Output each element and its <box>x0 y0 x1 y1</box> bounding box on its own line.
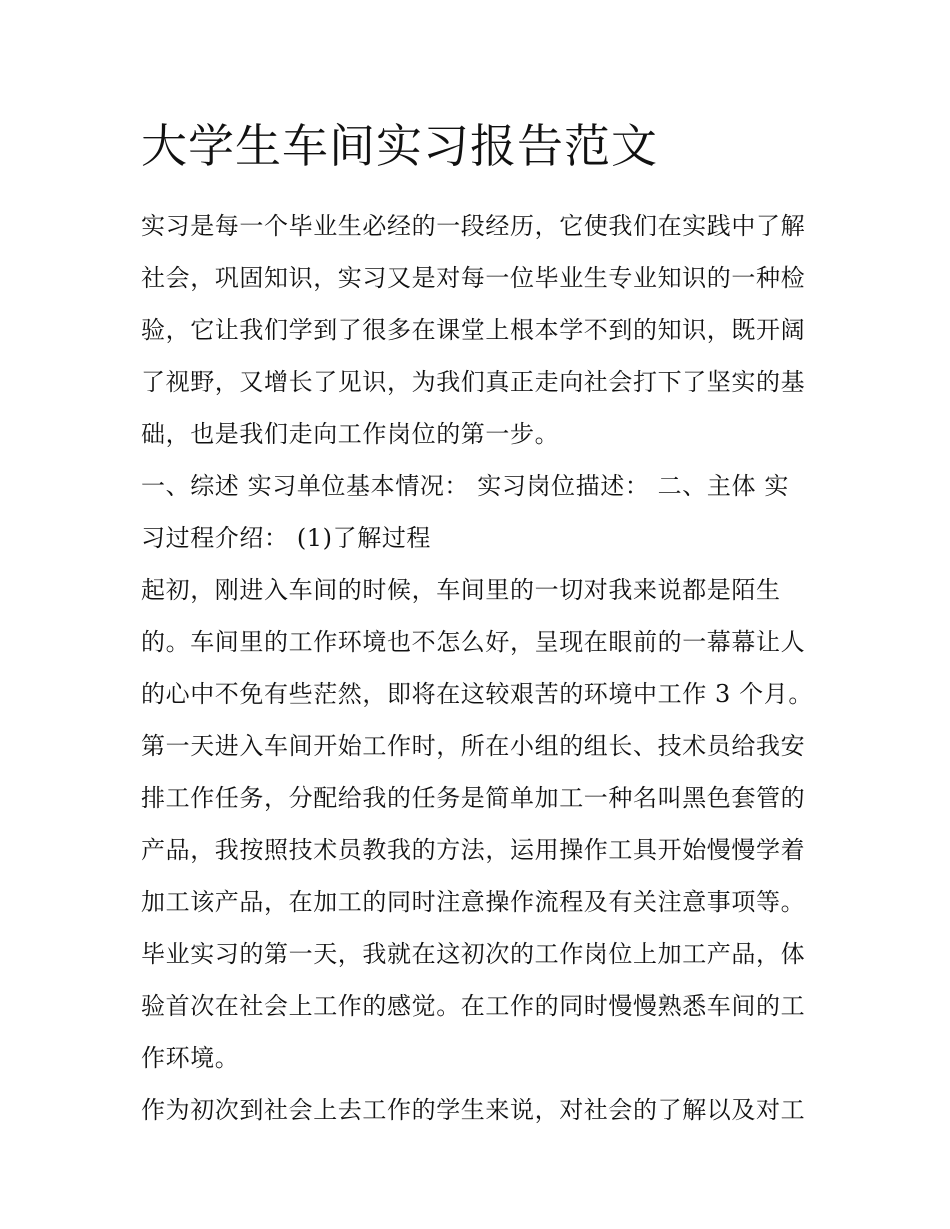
text-line: 验首次在社会上工作的感觉。在工作的同时慢慢熟悉车间的工 <box>141 992 806 1020</box>
text-line: 作环境。 <box>141 1044 240 1072</box>
text-line: 习过程介绍： (1)了解过程 <box>141 524 432 552</box>
text-line: 实习是每一个毕业生必经的一段经历，它使我们在实践中了解 <box>141 212 806 240</box>
text-line: 加工该产品，在加工的同时注意操作流程及有关注意事项等。 <box>141 888 806 916</box>
text-line: 起初，刚进入车间的时候，车间里的一切对我来说都是陌生 <box>141 576 781 604</box>
text-line: 一、综述 实习单位基本情况： 实习岗位描述： 二、主体 实 <box>141 472 789 500</box>
paragraph-intro <box>141 200 813 460</box>
text-line: 毕业实习的第一天，我就在这初次的工作岗位上加工产品，体 <box>141 940 806 968</box>
document-title: 大学生车间实习报告范文 <box>141 119 658 173</box>
paragraph-closing <box>141 1084 813 1136</box>
text-line: 的心中不免有些茫然，即将在这较艰苦的环境中工作 3 个月。 <box>141 680 813 708</box>
document-content <box>141 110 813 1136</box>
text-line: 验，它让我们学到了很多在课堂上根本学不到的知识，既开阔 <box>141 316 806 344</box>
title-spacer <box>141 182 813 200</box>
text-line: 社会，巩固知识，实习又是对每一位毕业生专业知识的一种检 <box>141 264 806 292</box>
text-line: 产品，我按照技术员教我的方法，运用操作工具开始慢慢学着 <box>141 836 806 864</box>
text-line: 了视野，又增长了见识，为我们真正走向社会打下了坚实的基 <box>141 368 806 396</box>
text-line: 础，也是我们走向工作岗位的第一步。 <box>141 420 560 448</box>
text-line: 排工作任务，分配给我的任务是简单加工一种名叫黑色套管的 <box>141 784 806 812</box>
text-line: 第一天进入车间开始工作时，所在小组的组长、技术员给我安 <box>141 732 806 760</box>
paragraph-process <box>141 564 813 1084</box>
paragraph-outline <box>141 460 813 564</box>
text-line: 的。车间里的工作环境也不怎么好，呈现在眼前的一幕幕让人 <box>141 628 806 656</box>
text-line: 作为初次到社会上去工作的学生来说，对社会的了解以及对工 <box>141 1096 806 1124</box>
